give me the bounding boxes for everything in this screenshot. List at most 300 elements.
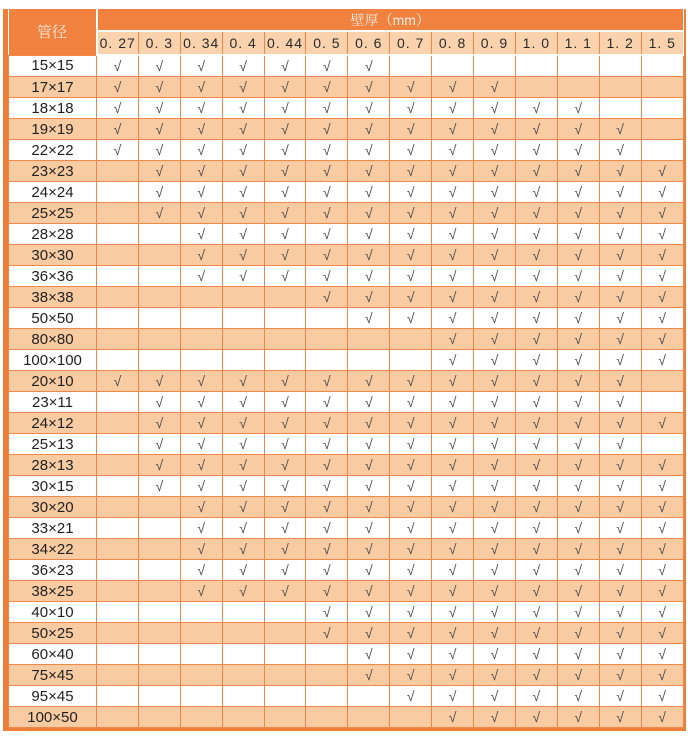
check-cell: √ — [557, 539, 599, 560]
check-cell: √ — [222, 434, 264, 455]
check-cell: √ — [515, 371, 557, 392]
table-row — [9, 518, 684, 539]
check-cell: √ — [264, 560, 306, 581]
empty-cell — [97, 623, 139, 644]
empty-cell — [138, 539, 180, 560]
check-cell: √ — [432, 266, 474, 287]
thickness-col-header: 1. 0 — [515, 31, 557, 55]
table-row — [9, 602, 684, 623]
check-cell: √ — [306, 287, 348, 308]
table-row — [9, 55, 684, 77]
check-cell: √ — [557, 98, 599, 119]
pipe-spec-table-frame — [3, 9, 686, 731]
check-cell: √ — [641, 581, 683, 602]
check-cell: √ — [474, 413, 516, 434]
empty-cell — [222, 686, 264, 707]
check-cell: √ — [390, 455, 432, 476]
empty-cell — [390, 350, 432, 371]
check-cell: √ — [432, 497, 474, 518]
table-row — [9, 329, 684, 350]
check-cell: √ — [390, 623, 432, 644]
empty-cell — [97, 539, 139, 560]
check-cell: √ — [306, 161, 348, 182]
check-cell: √ — [264, 98, 306, 119]
check-cell: √ — [432, 707, 474, 728]
empty-cell — [97, 686, 139, 707]
check-cell: √ — [390, 98, 432, 119]
check-cell: √ — [557, 350, 599, 371]
check-cell: √ — [557, 686, 599, 707]
thickness-col-header: 0. 44 — [264, 31, 306, 55]
check-cell: √ — [180, 140, 222, 161]
check-cell: √ — [515, 98, 557, 119]
table-row — [9, 434, 684, 455]
check-cell: √ — [348, 55, 390, 77]
check-cell: √ — [138, 98, 180, 119]
check-cell: √ — [515, 119, 557, 140]
check-cell: √ — [306, 266, 348, 287]
check-cell: √ — [599, 224, 641, 245]
check-cell: √ — [97, 140, 139, 161]
check-cell: √ — [474, 140, 516, 161]
empty-cell — [599, 55, 641, 77]
check-cell: √ — [432, 161, 474, 182]
check-cell: √ — [222, 371, 264, 392]
check-cell: √ — [557, 371, 599, 392]
check-cell: √ — [138, 371, 180, 392]
check-cell: √ — [180, 224, 222, 245]
check-cell: √ — [348, 476, 390, 497]
check-cell: √ — [599, 644, 641, 665]
check-cell: √ — [180, 518, 222, 539]
check-cell: √ — [138, 55, 180, 77]
check-cell: √ — [180, 560, 222, 581]
empty-cell — [180, 644, 222, 665]
check-cell: √ — [222, 539, 264, 560]
check-cell: √ — [138, 476, 180, 497]
check-cell: √ — [474, 623, 516, 644]
check-cell: √ — [515, 455, 557, 476]
check-cell: √ — [222, 77, 264, 98]
check-cell: √ — [557, 266, 599, 287]
check-cell: √ — [432, 98, 474, 119]
check-cell: √ — [599, 560, 641, 581]
check-cell: √ — [599, 623, 641, 644]
check-cell: √ — [306, 371, 348, 392]
check-cell: √ — [515, 203, 557, 224]
table-row — [9, 98, 684, 119]
table-row — [9, 560, 684, 581]
empty-cell — [138, 329, 180, 350]
empty-cell — [97, 245, 139, 266]
check-cell: √ — [222, 203, 264, 224]
check-cell: √ — [264, 203, 306, 224]
empty-cell — [641, 77, 683, 98]
check-cell: √ — [222, 140, 264, 161]
empty-cell — [264, 644, 306, 665]
check-cell: √ — [515, 644, 557, 665]
check-cell: √ — [515, 497, 557, 518]
table-row — [9, 350, 684, 371]
row-size-label: 22×22 — [9, 140, 97, 161]
thickness-col-header: 0. 3 — [138, 31, 180, 55]
check-cell: √ — [557, 308, 599, 329]
check-cell: √ — [390, 245, 432, 266]
check-cell: √ — [515, 602, 557, 623]
check-cell: √ — [264, 77, 306, 98]
row-size-label: 23×23 — [9, 161, 97, 182]
empty-cell — [138, 287, 180, 308]
empty-cell — [97, 665, 139, 686]
check-cell: √ — [264, 245, 306, 266]
table-row — [9, 497, 684, 518]
check-cell: √ — [264, 455, 306, 476]
check-cell: √ — [222, 581, 264, 602]
check-cell: √ — [264, 476, 306, 497]
empty-cell — [97, 287, 139, 308]
empty-cell — [264, 707, 306, 728]
empty-cell — [641, 98, 683, 119]
thickness-col-header: 1. 2 — [599, 31, 641, 55]
table-row — [9, 182, 684, 203]
check-cell: √ — [515, 245, 557, 266]
check-cell: √ — [180, 539, 222, 560]
check-cell: √ — [348, 581, 390, 602]
empty-cell — [306, 644, 348, 665]
empty-cell — [432, 55, 474, 77]
check-cell: √ — [432, 119, 474, 140]
check-cell: √ — [557, 434, 599, 455]
check-cell: √ — [97, 119, 139, 140]
empty-cell — [97, 476, 139, 497]
check-cell: √ — [138, 413, 180, 434]
check-cell: √ — [222, 161, 264, 182]
check-cell: √ — [474, 161, 516, 182]
check-cell: √ — [432, 350, 474, 371]
check-cell: √ — [222, 413, 264, 434]
check-cell: √ — [348, 140, 390, 161]
check-cell: √ — [557, 581, 599, 602]
empty-cell — [180, 623, 222, 644]
row-size-label: 38×38 — [9, 287, 97, 308]
check-cell: √ — [222, 476, 264, 497]
check-cell: √ — [432, 329, 474, 350]
row-size-label: 28×28 — [9, 224, 97, 245]
check-cell: √ — [641, 665, 683, 686]
check-cell: √ — [474, 203, 516, 224]
check-cell: √ — [390, 539, 432, 560]
check-cell: √ — [222, 98, 264, 119]
check-cell: √ — [557, 392, 599, 413]
empty-cell — [138, 224, 180, 245]
check-cell: √ — [180, 245, 222, 266]
check-cell: √ — [474, 602, 516, 623]
check-cell: √ — [306, 119, 348, 140]
thickness-col-header: 0. 9 — [474, 31, 516, 55]
check-cell: √ — [138, 182, 180, 203]
check-cell: √ — [515, 476, 557, 497]
check-cell: √ — [641, 413, 683, 434]
check-cell: √ — [138, 77, 180, 98]
check-cell: √ — [306, 98, 348, 119]
empty-cell — [222, 644, 264, 665]
table-row — [9, 245, 684, 266]
check-cell: √ — [474, 644, 516, 665]
check-cell: √ — [97, 98, 139, 119]
check-cell: √ — [599, 413, 641, 434]
check-cell: √ — [474, 371, 516, 392]
check-cell: √ — [348, 602, 390, 623]
empty-cell — [97, 602, 139, 623]
check-cell: √ — [474, 539, 516, 560]
check-cell: √ — [557, 476, 599, 497]
check-cell: √ — [515, 623, 557, 644]
check-cell: √ — [515, 686, 557, 707]
table-row — [9, 623, 684, 644]
check-cell: √ — [390, 665, 432, 686]
check-cell: √ — [180, 55, 222, 77]
check-cell: √ — [306, 140, 348, 161]
check-cell: √ — [264, 266, 306, 287]
check-cell: √ — [641, 161, 683, 182]
check-cell: √ — [264, 161, 306, 182]
empty-cell — [390, 707, 432, 728]
empty-cell — [515, 77, 557, 98]
check-cell: √ — [180, 266, 222, 287]
check-cell: √ — [599, 119, 641, 140]
check-cell: √ — [348, 623, 390, 644]
table-row — [9, 224, 684, 245]
check-cell: √ — [222, 245, 264, 266]
check-cell: √ — [641, 497, 683, 518]
row-size-label: 33×21 — [9, 518, 97, 539]
empty-cell — [390, 329, 432, 350]
table-row — [9, 308, 684, 329]
check-cell: √ — [641, 182, 683, 203]
check-cell: √ — [264, 581, 306, 602]
check-cell: √ — [641, 518, 683, 539]
empty-cell — [222, 350, 264, 371]
empty-cell — [264, 287, 306, 308]
check-cell: √ — [432, 581, 474, 602]
empty-cell — [97, 497, 139, 518]
check-cell: √ — [599, 434, 641, 455]
check-cell: √ — [390, 371, 432, 392]
check-cell: √ — [474, 266, 516, 287]
empty-cell — [306, 308, 348, 329]
check-cell: √ — [390, 266, 432, 287]
empty-cell — [641, 434, 683, 455]
check-cell: √ — [474, 476, 516, 497]
table-row — [9, 581, 684, 602]
check-cell: √ — [557, 203, 599, 224]
check-cell: √ — [306, 77, 348, 98]
empty-cell — [138, 665, 180, 686]
row-size-label: 100×100 — [9, 350, 97, 371]
check-cell: √ — [599, 665, 641, 686]
check-cell: √ — [557, 560, 599, 581]
row-size-label: 80×80 — [9, 329, 97, 350]
check-cell: √ — [306, 413, 348, 434]
check-cell: √ — [348, 455, 390, 476]
row-size-label: 20×10 — [9, 371, 97, 392]
table-row — [9, 140, 684, 161]
empty-cell — [264, 308, 306, 329]
table-body — [9, 55, 684, 728]
check-cell: √ — [180, 77, 222, 98]
row-size-label: 28×13 — [9, 455, 97, 476]
empty-cell — [138, 602, 180, 623]
check-cell: √ — [180, 203, 222, 224]
row-size-label: 36×23 — [9, 560, 97, 581]
table-row — [9, 539, 684, 560]
empty-cell — [348, 707, 390, 728]
check-cell: √ — [348, 266, 390, 287]
check-cell: √ — [641, 224, 683, 245]
check-cell: √ — [138, 434, 180, 455]
check-cell: √ — [599, 266, 641, 287]
empty-cell — [138, 686, 180, 707]
empty-cell — [515, 55, 557, 77]
check-cell: √ — [599, 329, 641, 350]
check-cell: √ — [180, 476, 222, 497]
check-cell: √ — [474, 350, 516, 371]
empty-cell — [138, 245, 180, 266]
table-row — [9, 644, 684, 665]
table-row — [9, 287, 684, 308]
check-cell: √ — [557, 455, 599, 476]
empty-cell — [97, 434, 139, 455]
check-cell: √ — [599, 392, 641, 413]
check-cell: √ — [138, 203, 180, 224]
table-row — [9, 203, 684, 224]
check-cell: √ — [348, 245, 390, 266]
table-row — [9, 665, 684, 686]
check-cell: √ — [390, 224, 432, 245]
table-row — [9, 455, 684, 476]
table-row — [9, 686, 684, 707]
empty-cell — [97, 518, 139, 539]
check-cell: √ — [97, 371, 139, 392]
check-cell: √ — [599, 686, 641, 707]
row-size-label: 36×36 — [9, 266, 97, 287]
check-cell: √ — [348, 665, 390, 686]
thickness-col-header: 0. 7 — [390, 31, 432, 55]
check-cell: √ — [515, 392, 557, 413]
check-cell: √ — [138, 140, 180, 161]
empty-cell — [97, 413, 139, 434]
check-cell: √ — [599, 182, 641, 203]
empty-cell — [138, 623, 180, 644]
check-cell: √ — [390, 392, 432, 413]
empty-cell — [264, 623, 306, 644]
empty-cell — [390, 55, 432, 77]
check-cell: √ — [474, 665, 516, 686]
check-cell: √ — [474, 224, 516, 245]
check-cell: √ — [306, 455, 348, 476]
empty-cell — [97, 581, 139, 602]
check-cell: √ — [432, 434, 474, 455]
check-cell: √ — [432, 602, 474, 623]
check-cell: √ — [641, 644, 683, 665]
check-cell: √ — [264, 413, 306, 434]
check-cell: √ — [390, 140, 432, 161]
check-cell: √ — [557, 665, 599, 686]
check-cell: √ — [390, 413, 432, 434]
check-cell: √ — [557, 413, 599, 434]
check-cell: √ — [641, 287, 683, 308]
check-cell: √ — [264, 140, 306, 161]
check-cell: √ — [515, 140, 557, 161]
check-cell: √ — [599, 518, 641, 539]
check-cell: √ — [515, 581, 557, 602]
check-cell: √ — [432, 224, 474, 245]
check-cell: √ — [264, 518, 306, 539]
check-cell: √ — [348, 497, 390, 518]
check-cell: √ — [599, 581, 641, 602]
check-cell: √ — [306, 182, 348, 203]
row-size-label: 19×19 — [9, 119, 97, 140]
check-cell: √ — [641, 560, 683, 581]
check-cell: √ — [641, 602, 683, 623]
thickness-col-header: 0. 34 — [180, 31, 222, 55]
thickness-col-header: 0. 8 — [432, 31, 474, 55]
check-cell: √ — [180, 434, 222, 455]
check-cell: √ — [599, 140, 641, 161]
check-cell: √ — [390, 77, 432, 98]
empty-cell — [557, 77, 599, 98]
empty-cell — [474, 55, 516, 77]
check-cell: √ — [180, 119, 222, 140]
row-size-label: 30×30 — [9, 245, 97, 266]
check-cell: √ — [306, 581, 348, 602]
row-size-label: 24×24 — [9, 182, 97, 203]
check-cell: √ — [348, 308, 390, 329]
empty-cell — [306, 707, 348, 728]
check-cell: √ — [348, 98, 390, 119]
check-cell: √ — [557, 707, 599, 728]
row-size-label: 15×15 — [9, 55, 97, 77]
empty-cell — [138, 581, 180, 602]
empty-cell — [138, 560, 180, 581]
check-cell: √ — [180, 161, 222, 182]
check-cell: √ — [641, 245, 683, 266]
check-cell: √ — [432, 140, 474, 161]
check-cell: √ — [432, 371, 474, 392]
empty-cell — [97, 707, 139, 728]
check-cell: √ — [641, 329, 683, 350]
empty-cell — [97, 392, 139, 413]
row-size-label: 30×15 — [9, 476, 97, 497]
check-cell: √ — [138, 392, 180, 413]
check-cell: √ — [348, 434, 390, 455]
check-cell: √ — [599, 203, 641, 224]
empty-cell — [97, 644, 139, 665]
check-cell: √ — [432, 686, 474, 707]
check-cell: √ — [432, 623, 474, 644]
check-cell: √ — [557, 224, 599, 245]
check-cell: √ — [432, 308, 474, 329]
check-cell: √ — [222, 224, 264, 245]
check-cell: √ — [348, 560, 390, 581]
check-cell: √ — [474, 455, 516, 476]
check-cell: √ — [390, 434, 432, 455]
check-cell: √ — [306, 497, 348, 518]
check-cell: √ — [432, 182, 474, 203]
empty-cell — [264, 686, 306, 707]
empty-cell — [138, 308, 180, 329]
check-cell: √ — [641, 707, 683, 728]
